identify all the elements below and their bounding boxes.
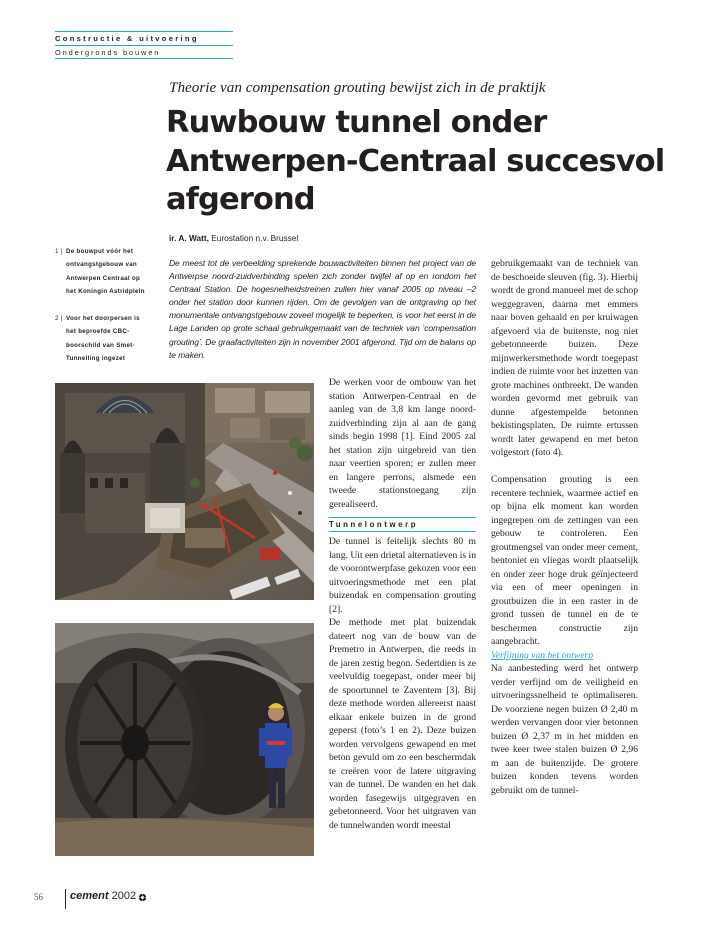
caption-line: Voor het doorpersen is xyxy=(66,315,140,322)
cement-logo-icon xyxy=(138,893,147,902)
caption-line: Tunnelling ingezet xyxy=(66,355,126,363)
caption-line: De bouwput vóór het xyxy=(66,248,134,255)
caption-number: 2 | xyxy=(55,315,63,322)
body-paragraph: gebruikgemaakt van de techniek van de beschoeide sleuven (fig. 3). Hierbij wordt de grond manueel met de schop weggegraven, daarna met emmers naar boven gehaald en per kruiwagen afgevoerd via de buitenste, nog niet gebetonneerde buizen. Deze mijnwerkersmethode wordt toegepast indien de ruimte voor het inzetten van grote machines ontbreekt. De wanden worden gevormd met gebruik van dunne afgestempelde betonnen bekistingsplaten. De ruimte ertussen wordt later gewapend en met beton volgestort (foto 4). xyxy=(491,258,638,458)
article-intro: De meest tot de verbeelding sprekende bouwactiviteiten binnen het project van de Antwerpse noord-zuidverbinding spelen zich zonder twijfel af op en rondom het Centraal Station. De hogesnelheidstreinen zullen hier vanaf 2005 op niveau –2 onder het station door kunnen rijden. Om de gevolgen van de ontgraving op het monumentale ontvangstgebouw zoveel mogelijk te beperken, is voor het eerst in de Lage Landen op grote schaal gebruikgemaakt van de techniek van ‘compensation grouting’. De graafactiviteiten zijn in november 2001 afgerond. Tijd om de balans op te maken. xyxy=(169,258,476,360)
article-title xyxy=(166,104,666,220)
caption-line: het beproefde CBC- xyxy=(66,328,130,336)
section-heading: Tunnelontwerp xyxy=(329,517,476,532)
caption-number: 1 | xyxy=(55,248,63,255)
rubric-rule-top xyxy=(55,31,233,32)
author-byline xyxy=(169,233,298,243)
journal-title: cement xyxy=(70,890,109,902)
photo-caption-2 xyxy=(55,312,163,366)
caption-line: het Koningin Astridplein xyxy=(66,288,145,296)
title-line: afgerond xyxy=(166,182,315,217)
caption-line: Antwerpen Centraal op xyxy=(66,274,141,282)
text-column-1 xyxy=(329,376,476,832)
body-paragraph: Compensation grouting is een recentere techniek, waarmee actief en op bijna elk moment kan worden ingegrepen om de zettingen van een gebouw te controleren. Een groutmengsel van onder meer cement, bentoniet en vliegas wordt plaatselijk en onder zeer hoge druk geïnjecteerd via een of meer openingen in groutbuizen die in een raster in de grond tussen de tunnel en de te beschermen constructie zijn aangebracht. xyxy=(491,474,638,647)
aerial-construction-photo xyxy=(55,383,314,600)
section-subrubric: Ondergronds bouwen xyxy=(55,48,161,57)
footer-divider xyxy=(65,889,66,909)
page-number: 56 xyxy=(34,892,43,902)
body-paragraph: De methode met plat buizendak dateert nog van de bouw van de Premetro in Antwerpen, die reeds in de jaren zestig begon. Sedertdien is ze veelvuldig toegepast, onder meer bij de spoortunnel te Zaventem [3]. Bij deze methode worden allereerst naast elkaar enkele buizen in de grond geperst (foto’s 1 en 2). Deze buizen worden vervolgens gewapend en met beton gevuld om zo een beschermdak te creëren voor de latere uitgraving van de tunnel. De wanden en het dak worden fasegewijs uitgegraven en gebetonneerd. Voor het uitgraven van de tunnelwanden wordt meestal xyxy=(329,617,476,831)
boring-photo-drawing xyxy=(55,623,314,856)
aerial-photo-drawing xyxy=(55,383,314,600)
caption-line: boorschild van Smet- xyxy=(66,341,135,349)
body-paragraph: Na aanbesteding werd het ontwerp verder verfijnd om de veiligheid en uitvoeringssnelheid te optimaliseren. De voorziene negen buizen Ø 2,40 m werden vervangen door vier betonnen buizen Ø 2,37 m in het midden en twee keer twee stalen buizen Ø 2,96 m aan de buitenzijde. De grotere buizen konden tevens worden gebruikt om de tunnel- xyxy=(491,663,638,796)
journal-name xyxy=(70,890,136,902)
title-line: Ruwbouw tunnel onder xyxy=(166,105,547,140)
rubric-rule-bottom xyxy=(55,58,233,59)
journal-year: 2002 xyxy=(111,890,137,902)
text-column-2 xyxy=(491,257,638,797)
subheading: Verfijning van het ontwerp xyxy=(491,649,594,661)
rubric-rule-middle xyxy=(55,45,233,46)
caption-line: ontvangstgebouw van xyxy=(66,261,138,269)
title-line: Antwerpen-Centraal succesvol xyxy=(166,143,665,179)
photo-caption-1 xyxy=(55,245,163,299)
section-rubric: Constructie & uitvoering xyxy=(55,34,199,43)
body-paragraph: De tunnel is feitelijk slechts 80 m lang. Uit een drietal alternatieven is in de voorontwerpfase gekozen voor een uitvoeringsmethode met een plat buizendak en compensation grouting [2]. xyxy=(329,536,476,615)
body-paragraph: De werken voor de ombouw van het station Antwerpen-Centraal en de aanleg van de 3,8 km lange noord-zuidverbinding zijn al aan de gang sinds begin 1998 [1]. Eind 2005 zal het station zijn uitgebreid van tien naar veertien sporen; er zullen meer en langere perrons, alsmede een tweede stationstoegang zijn gerealiseerd. xyxy=(329,377,476,510)
author-affiliation: Eurostation n.v. Brussel xyxy=(208,233,299,243)
author-name: ir. A. Watt, xyxy=(169,233,209,243)
article-subtitle: Theorie van compensation grouting bewijst zich in de praktijk xyxy=(169,79,546,96)
boring-machine-photo xyxy=(55,623,314,856)
